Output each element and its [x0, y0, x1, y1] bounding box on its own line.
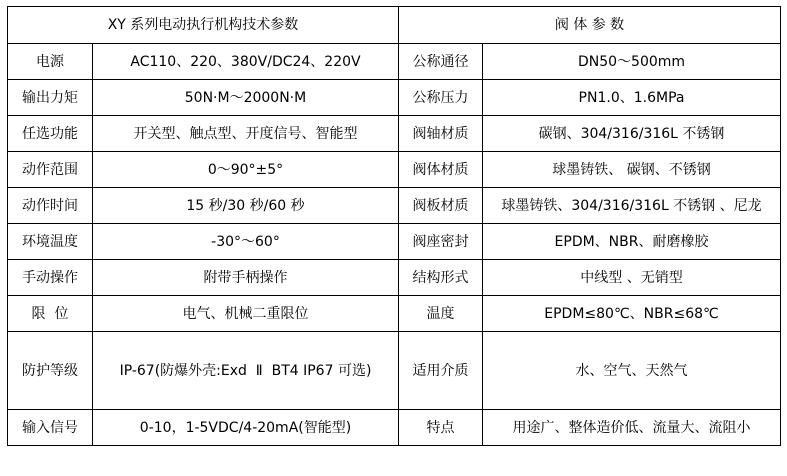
- row-value: 附带手柄操作: [93, 260, 399, 296]
- row-label: 阀体材质: [399, 152, 483, 188]
- table-row: [8, 410, 781, 446]
- row-value: 电气、机械二重限位: [93, 296, 399, 332]
- row-label: 阀座密封: [399, 224, 483, 260]
- row-value: 球墨铸铁、 碳钢、不锈钢: [483, 152, 781, 188]
- row-label: 限 位: [8, 296, 93, 332]
- row-label: 防护等级: [8, 332, 93, 410]
- row-value: PN1.0、1.6MPa: [483, 80, 781, 116]
- actuator-params-title: XY 系列电动执行机构技术参数: [8, 7, 399, 44]
- row-label: 结构形式: [399, 260, 483, 296]
- table-row: [8, 332, 781, 410]
- row-label: 温度: [399, 296, 483, 332]
- row-value: AC110、220、380V/DC24、220V: [93, 44, 399, 80]
- spec-table: [7, 6, 781, 446]
- row-value: 50N·M～2000N·M: [93, 80, 399, 116]
- row-label: 阀轴材质: [399, 116, 483, 152]
- row-value: IP-67(防爆外壳:Exd Ⅱ BT4 IP67 可选): [93, 332, 399, 410]
- row-label: 环境温度: [8, 224, 93, 260]
- row-label: 动作范围: [8, 152, 93, 188]
- row-value: 用途广、整体造价低、流量大、流阻小: [483, 410, 781, 446]
- row-label: 阀板材质: [399, 188, 483, 224]
- row-label: 特点: [399, 410, 483, 446]
- row-value: EPDM、NBR、耐磨橡胶: [483, 224, 781, 260]
- row-label: 电源: [8, 44, 93, 80]
- row-value: -30°～60°: [93, 224, 399, 260]
- table-row: [8, 116, 781, 152]
- table-row: [8, 44, 781, 80]
- row-value: 15 秒/30 秒/60 秒: [93, 188, 399, 224]
- row-value: 水、空气、天然气: [483, 332, 781, 410]
- row-value: 0～90°±5°: [93, 152, 399, 188]
- row-label: 公称通径: [399, 44, 483, 80]
- row-label: 公称压力: [399, 80, 483, 116]
- row-value: 开关型、触点型、开度信号、智能型: [93, 116, 399, 152]
- row-value: 中线型 、无销型: [483, 260, 781, 296]
- row-label: 手动操作: [8, 260, 93, 296]
- row-value: 碳钢、304/316/316L 不锈钢: [483, 116, 781, 152]
- row-label: 动作时间: [8, 188, 93, 224]
- table-row: [8, 188, 781, 224]
- row-label: 输入信号: [8, 410, 93, 446]
- table-header-row: [8, 7, 781, 44]
- table-row: [8, 152, 781, 188]
- table-row: [8, 260, 781, 296]
- row-label: 输出力矩: [8, 80, 93, 116]
- row-value: 球墨铸铁、304/316/316L 不锈钢 、尼龙: [483, 188, 781, 224]
- row-label: 任选功能: [8, 116, 93, 152]
- row-value: 0-10，1-5VDC/4-20mA(智能型): [93, 410, 399, 446]
- table-row: [8, 296, 781, 332]
- valve-body-params-title: 阀 体 参 数: [399, 7, 781, 44]
- row-value: EPDM≤80℃、NBR≤68℃: [483, 296, 781, 332]
- table-row: [8, 224, 781, 260]
- row-value: DN50～500mm: [483, 44, 781, 80]
- table-row: [8, 80, 781, 116]
- row-label: 适用介质: [399, 332, 483, 410]
